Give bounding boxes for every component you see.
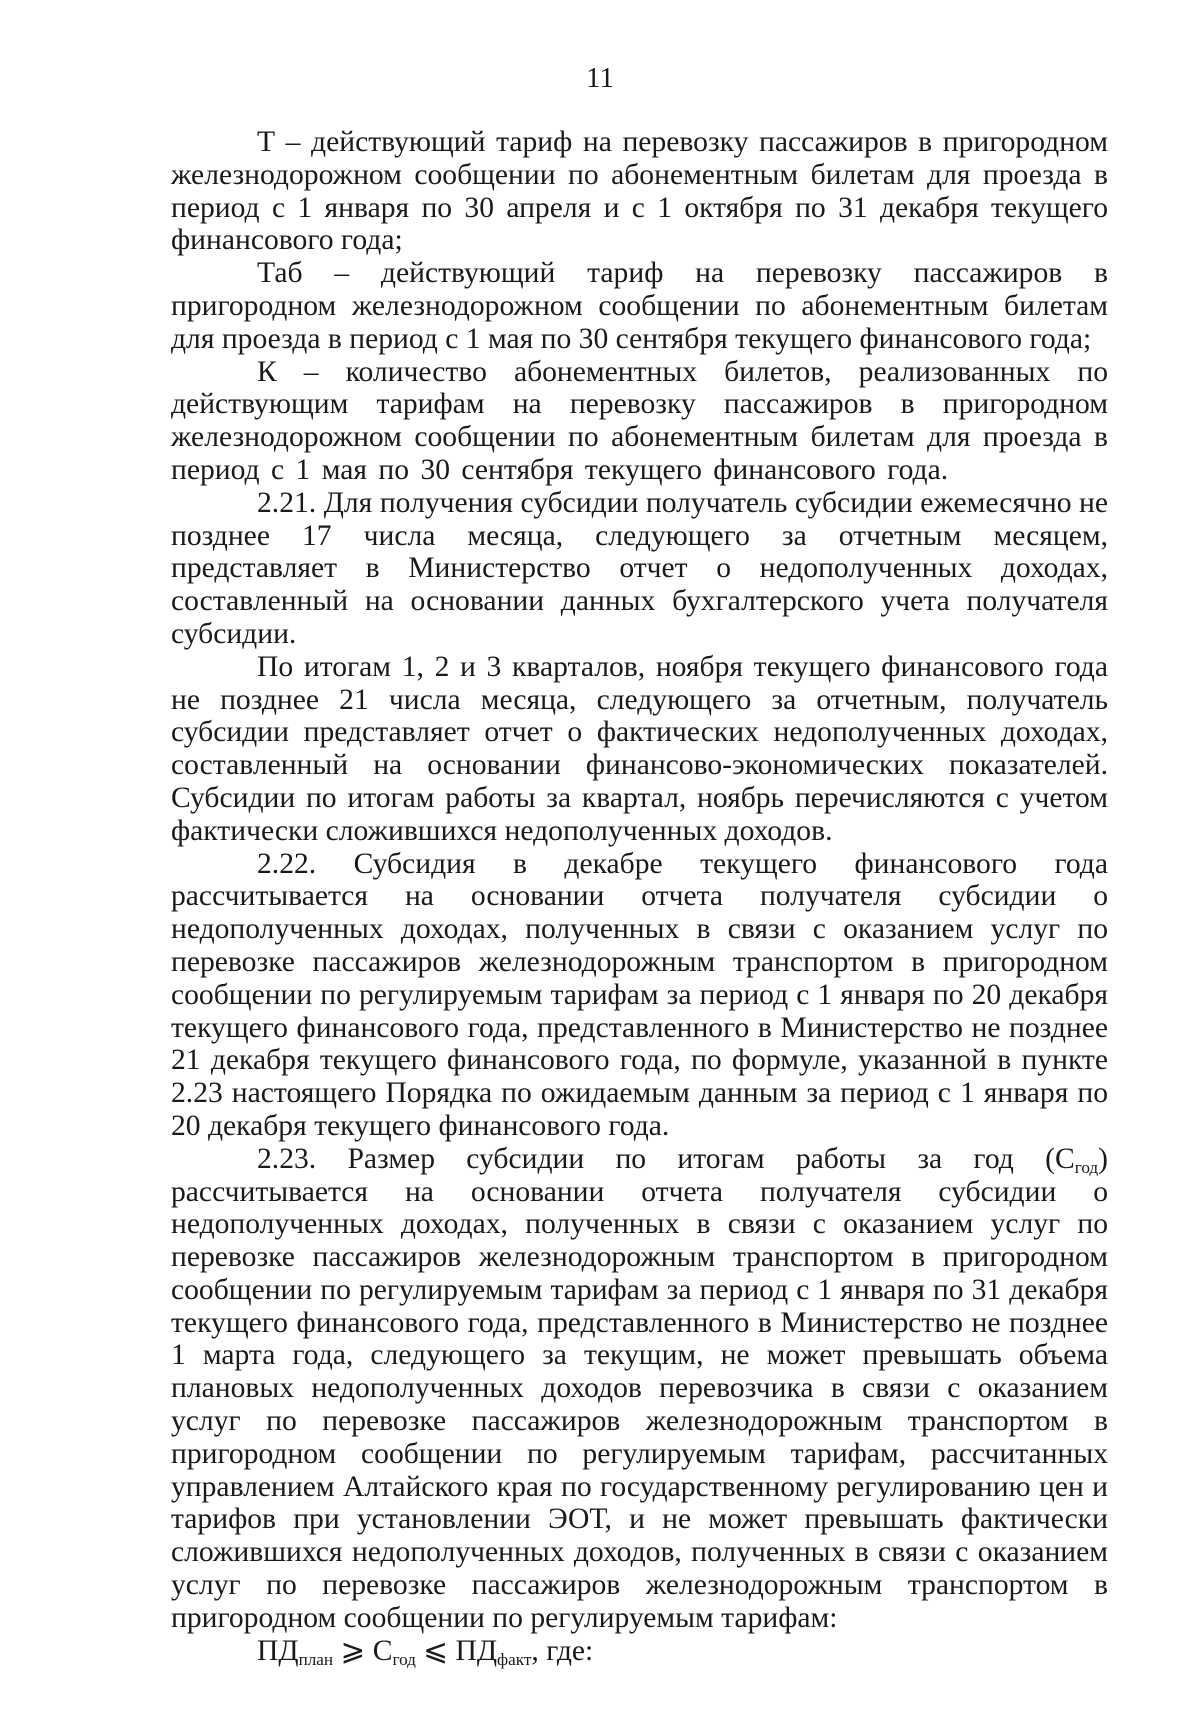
paragraph-2-23 xyxy=(171,1143,1108,1635)
p223-text-start: 2.23. Размер субсидии по итогам работы за год (С xyxy=(257,1142,1075,1175)
document-body xyxy=(171,126,1108,1667)
formula-op-ge: ⩾ xyxy=(333,1634,373,1667)
formula xyxy=(171,1635,1108,1668)
formula-tail: , где: xyxy=(531,1634,594,1667)
page-number: 11 xyxy=(586,62,614,94)
paragraph-quarterly-reports: По итогам 1, 2 и 3 кварталов, ноября текущего финансового года не позднее 21 числа месяца, следующего за отчетным, получатель субсидии представляет отчет о фактических недополученных доходах, составленный на основании финансово-экономических показателей. Субсидии по итогам работы за квартал, ноябрь перечисляются с учетом фактически сложившихся недополученных доходов. xyxy=(171,650,1108,847)
formula-pd-fact: ПД xyxy=(455,1634,498,1667)
formula-op-le: ⩽ xyxy=(415,1634,456,1667)
formula-pd-plan: ПД xyxy=(257,1634,299,1667)
paragraph-tab-definition: Таб – действующий тариф на перевозку пассажиров в пригородном железнодорожном сообщении по абонементным билетам для проезда в период с 1 мая по 30 сентября текущего финансового года; xyxy=(171,257,1108,355)
paragraph-2-21: 2.21. Для получения субсидии получатель субсидии ежемесячно не позднее 17 числа месяца, следующего за отчетным месяцем, представляет в Министерство отчет о недополученных доходах, составленный на основании данных бухгалтерского учета получателя субсидии. xyxy=(171,486,1108,650)
formula-c-sub: год xyxy=(392,1649,416,1669)
formula-c: С xyxy=(372,1634,393,1667)
formula-pd-plan-sub: план xyxy=(298,1649,334,1669)
p223-subscript: год xyxy=(1074,1157,1099,1177)
paragraph-2-22: 2.22. Субсидия в декабре текущего финансового года рассчитывается на основании отчета получателя субсидии о недополученных доходах, полученных в связи с оказанием услуг по перевозке пассажиров железнодорожным транспортом в пригородном сообщении по регулируемым тарифам за период с 1 января по 20 декабря текущего финансового года, представленного в Министерство не позднее 21 декабря текущего финансового года, по формуле, указанной в пункте 2.23 настоящего Порядка по ожидаемым данным за период с 1 января по 20 декабря текущего финансового года. xyxy=(171,847,1108,1142)
formula-pd-fact-sub: факт xyxy=(497,1649,532,1669)
paragraph-k-definition: К – количество абонементных билетов, реализованных по действующим тарифам на перевозку пассажиров в пригородном железнодорожном сообщении по абонементным билетам для проезда в период с 1 мая по 30 сентября текущего финансового года. xyxy=(171,355,1108,486)
paragraph-t-definition: Т – действующий тариф на перевозку пассажиров в пригородном железнодорожном сообщении по абонементным билетам для проезда в период с 1 января по 30 апреля и с 1 октября по 31 декабря текущего финансового года; xyxy=(171,126,1108,257)
p223-text-end: ) рассчитывается на основании отчета получателя субсидии о недополученных доходах, полученных в связи с оказанием услуг по перевозке пассажиров железнодорожным транспортом в пригородном сообщении по регулируемым тарифам за период с 1 января по 31 декабря текущего финансового года, представленного в Министерство не позднее 1 марта года, следующего за текущим, не может превышать объема плановых недополученных доходов перевозчика в связи с оказанием услуг по перевозке пассажиров железнодорожным транспортом в пригородном сообщении по регулируемым тарифам, рассчитанных управлением Алтайского края по государственному регулированию цен и тарифов при установлении ЭОТ, и не может превышать фактически сложившихся недополученных доходов, полученных в связи с оказанием услуг по перевозке пассажиров железнодорожным транспортом в пригородном сообщении по регулируемым тарифам: xyxy=(171,1142,1108,1634)
